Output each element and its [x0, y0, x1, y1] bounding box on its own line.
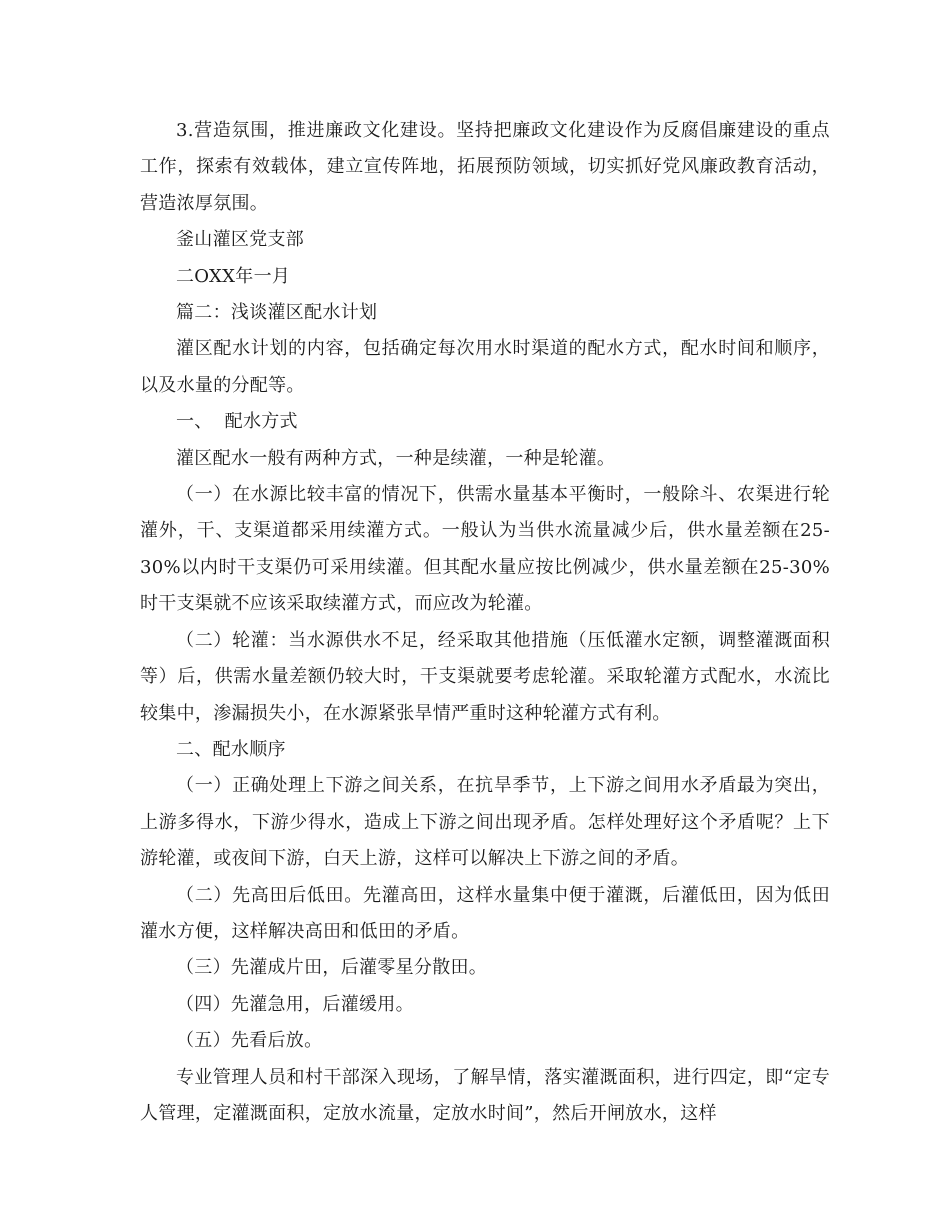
paragraph-plan-content: 灌区配水计划的内容，包括确定每次用水时渠道的配水方式，配水时间和顺序，以及水量的分配等。	[140, 338, 830, 396]
heading-distribution-order: 二、配水顺序	[176, 738, 286, 760]
paragraph-field-management: 专业管理人员和村干部深入现场，了解旱情，落实灌溉面积，进行四定，即“定专人管理，定灌溉面积，定放水流量，定放水时间”，然后开闸放水，这样	[140, 1066, 830, 1124]
paragraph-upstream-downstream: （一）正确处理上下游之间关系，在抗旱季节，上下游之间用水矛盾最为突出，上游多得水，下游少得水，造成上下游之间出现矛盾。怎样处理好这个矛盾呢？上下游轮灌，或夜间下游，白天上游，这样可以解决上下游之间的矛盾。	[140, 775, 830, 870]
document-body	[140, 113, 830, 1132]
paragraph-look-then-release: （五）先看后放。	[176, 1030, 323, 1052]
paragraph-rotational-irrigation: （二）轮灌：当水源供水不足，经采取其他措施（压低灌水定额，调整灌溉面积等）后，供需水量差额仍较大时，干支渠就要考虑轮灌。采取轮灌方式配水，水流比较集中，渗漏损失小，在水源紧张旱情严重时这种轮灌方式有利。	[140, 629, 830, 724]
paragraph-high-low-fields: （二）先高田后低田。先灌高田，这样水量集中便于灌溉，后灌低田，因为低田灌水方便，这样解决高田和低田的矛盾。	[140, 884, 830, 942]
paragraph-continuous-irrigation: （一）在水源比较丰富的情况下，供需水量基本平衡时，一般除斗、农渠进行轮灌外，干、支渠道都采用续灌方式。一般认为当供水流量减少后，供水量差额在25-30%以内时干支渠仍可采用续灌。但其配水量应按比例减少，供水量差额在25-30%时干支渠就不应该采取续灌方式，而应改为轮灌。	[140, 484, 830, 615]
paragraph-contiguous-fields: （三）先灌成片田，后灌零星分散田。	[176, 957, 488, 979]
paragraph-culture-building: 3.营造氛围，推进廉政文化建设。坚持把廉政文化建设作为反腐倡廉建设的重点工作，探索有效载体，建立宣传阵地，拓展预防领域，切实抓好党风廉政教育活动，营造浓厚氛围。	[140, 120, 830, 214]
section-title-part-two: 篇二：浅谈灌区配水计划	[176, 302, 378, 324]
heading-distribution-mode: 一、 配水方式	[176, 411, 298, 433]
paragraph-urgent-first: （四）先灌急用，后灌缓用。	[176, 993, 414, 1015]
paragraph-two-modes: 灌区配水一般有两种方式，一种是续灌，一种是轮灌。	[176, 447, 616, 469]
paragraph-signature-org: 釜山灌区党支部	[176, 229, 305, 251]
paragraph-signature-date: 二OXX年一月	[176, 265, 291, 287]
